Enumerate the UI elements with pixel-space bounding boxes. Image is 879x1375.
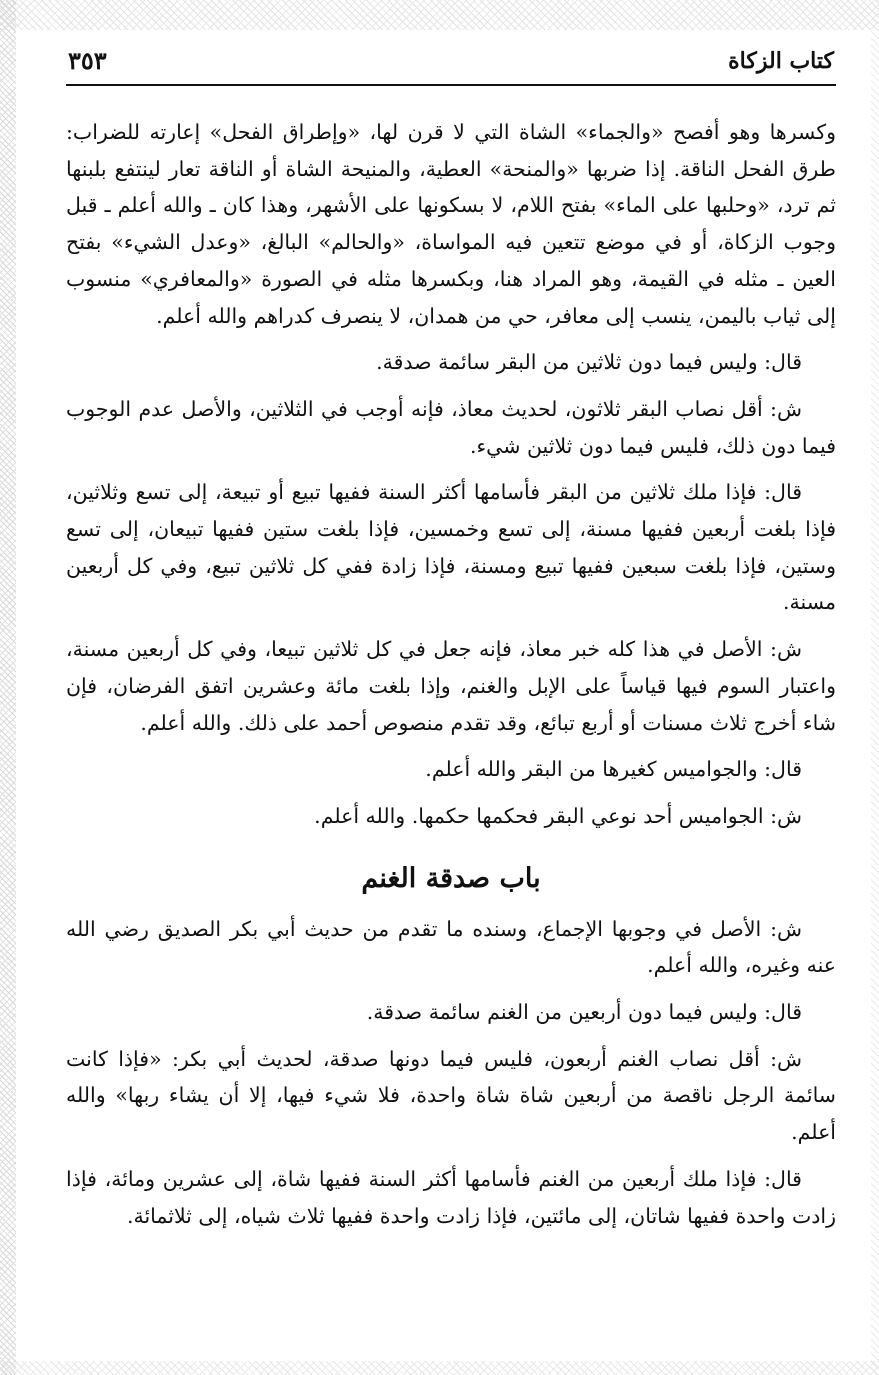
page-edge-bottom: [0, 1361, 879, 1375]
paragraph: ش: الأصل في هذا كله خبر معاذ، فإنه جعل في كل ثلاثين تبيعا، وفي كل أربعين مسنة، واعتبار السوم فيها قياساً على الإبل والغنم، وإذا بلغت مائة وعشرين اتفق الفرضان، فإن شاء أخرج ثلاث مسنات أو أربع تبائع، وقد تقدم منصوص أحمد على ذلك. والله أعلم.: [66, 637, 836, 735]
chapter-heading: باب صدقة الغنم: [361, 862, 541, 894]
running-header: [66, 40, 836, 86]
page-edge-right: [871, 0, 879, 1375]
page-edge-left: [0, 0, 16, 1375]
book-page: [66, 40, 836, 1244]
paragraph: ش: أقل نصاب الغنم أربعون، فليس فيما دونها صدقة، لحديث أبي بكر: «فإذا كانت سائمة الرجل ناقصة من أربعين شاة شاة واحدة، فلا شيء فيها، إلا أن يشاء ربها» والله أعلم.: [66, 1046, 836, 1145]
paragraph: ش: الجواميس أحد نوعي البقر فحكمها حكمها. والله أعلم.: [314, 803, 802, 828]
running-title: كتاب الزكاة: [728, 48, 834, 74]
paragraph: قال: وليس فيما دون أربعين من الغنم سائمة صدقة.: [366, 1000, 802, 1025]
body-text: [66, 114, 836, 1234]
paragraph: قال: فإذا ملك أربعين من الغنم فأسامها أكثر السنة ففيها شاة، إلى عشرين ومائة، فإذا زادت واحدة ففيها شاتان، إلى مائتين، فإذا زادت واحدة ففيها ثلاث شياه، إلى ثلاثمائة.: [66, 1166, 836, 1228]
paragraph: ش: الأصل في وجوبها الإجماع، وسنده ما تقدم من حديث أبي بكر الصديق رضي الله عنه وغيره، والله أعلم.: [66, 916, 836, 978]
page-edge-top: [0, 0, 879, 30]
paragraph: وكسرها وهو أفصح «والجماء» الشاة التي لا قرن لها، «وإطراق الفحل» إعارته للضراب: طرق الفحل الناقة. إذا ضربها «والمنحة» العطية، والمنيحة الشاة أو الناقة تعار لينتفع بلبنها ثم ترد، «وحلبها على الماء» بفتح اللام، لا بسكونها على الأشهر، وهذا كان ـ والله أعلم ـ قبل وجوب الزكاة، أو في موضع تتعين فيه المواساة، «والحالم» البالغ، «وعدل الشيء» بفتح العين ـ مثله في القيمة، وهو المراد هنا، وبكسرها مثله في الصورة «والمعافري» منسوب إلى ثياب باليمن، ينسب إلى معافر، حي من همدان، لا ينصرف كدراهم والله أعلم.: [66, 120, 836, 328]
paragraph: ش: أقل نصاب البقر ثلاثون، لحديث معاذ، فإنه أوجب في الثلاثين، والأصل عدم الوجوب فيما دون ذلك، فليس فيما دون ثلاثين شيء.: [66, 396, 836, 458]
paragraph: قال: والجواميس كغيرها من البقر والله أعلم.: [425, 757, 802, 782]
page-number: ٣٥٣: [68, 46, 107, 75]
paragraph: قال: وليس فيما دون ثلاثين من البقر سائمة صدقة.: [376, 350, 802, 375]
paragraph: قال: فإذا ملك ثلاثين من البقر فأسامها أكثر السنة ففيها تبيع أو تبيعة، إلى تسع وثلاثين، فإذا بلغت أربعين ففيها مسنة، إلى تسع وخمسين، فإذا بلغت ستين ففيها تبيعان، إلى تسع وستين، فإذا بلغت سبعين ففيها تبيع ومسنة، فإذا زادة ففي كل ثلاثين تبيع، وفي كل أربعين مسنة.: [66, 480, 836, 615]
